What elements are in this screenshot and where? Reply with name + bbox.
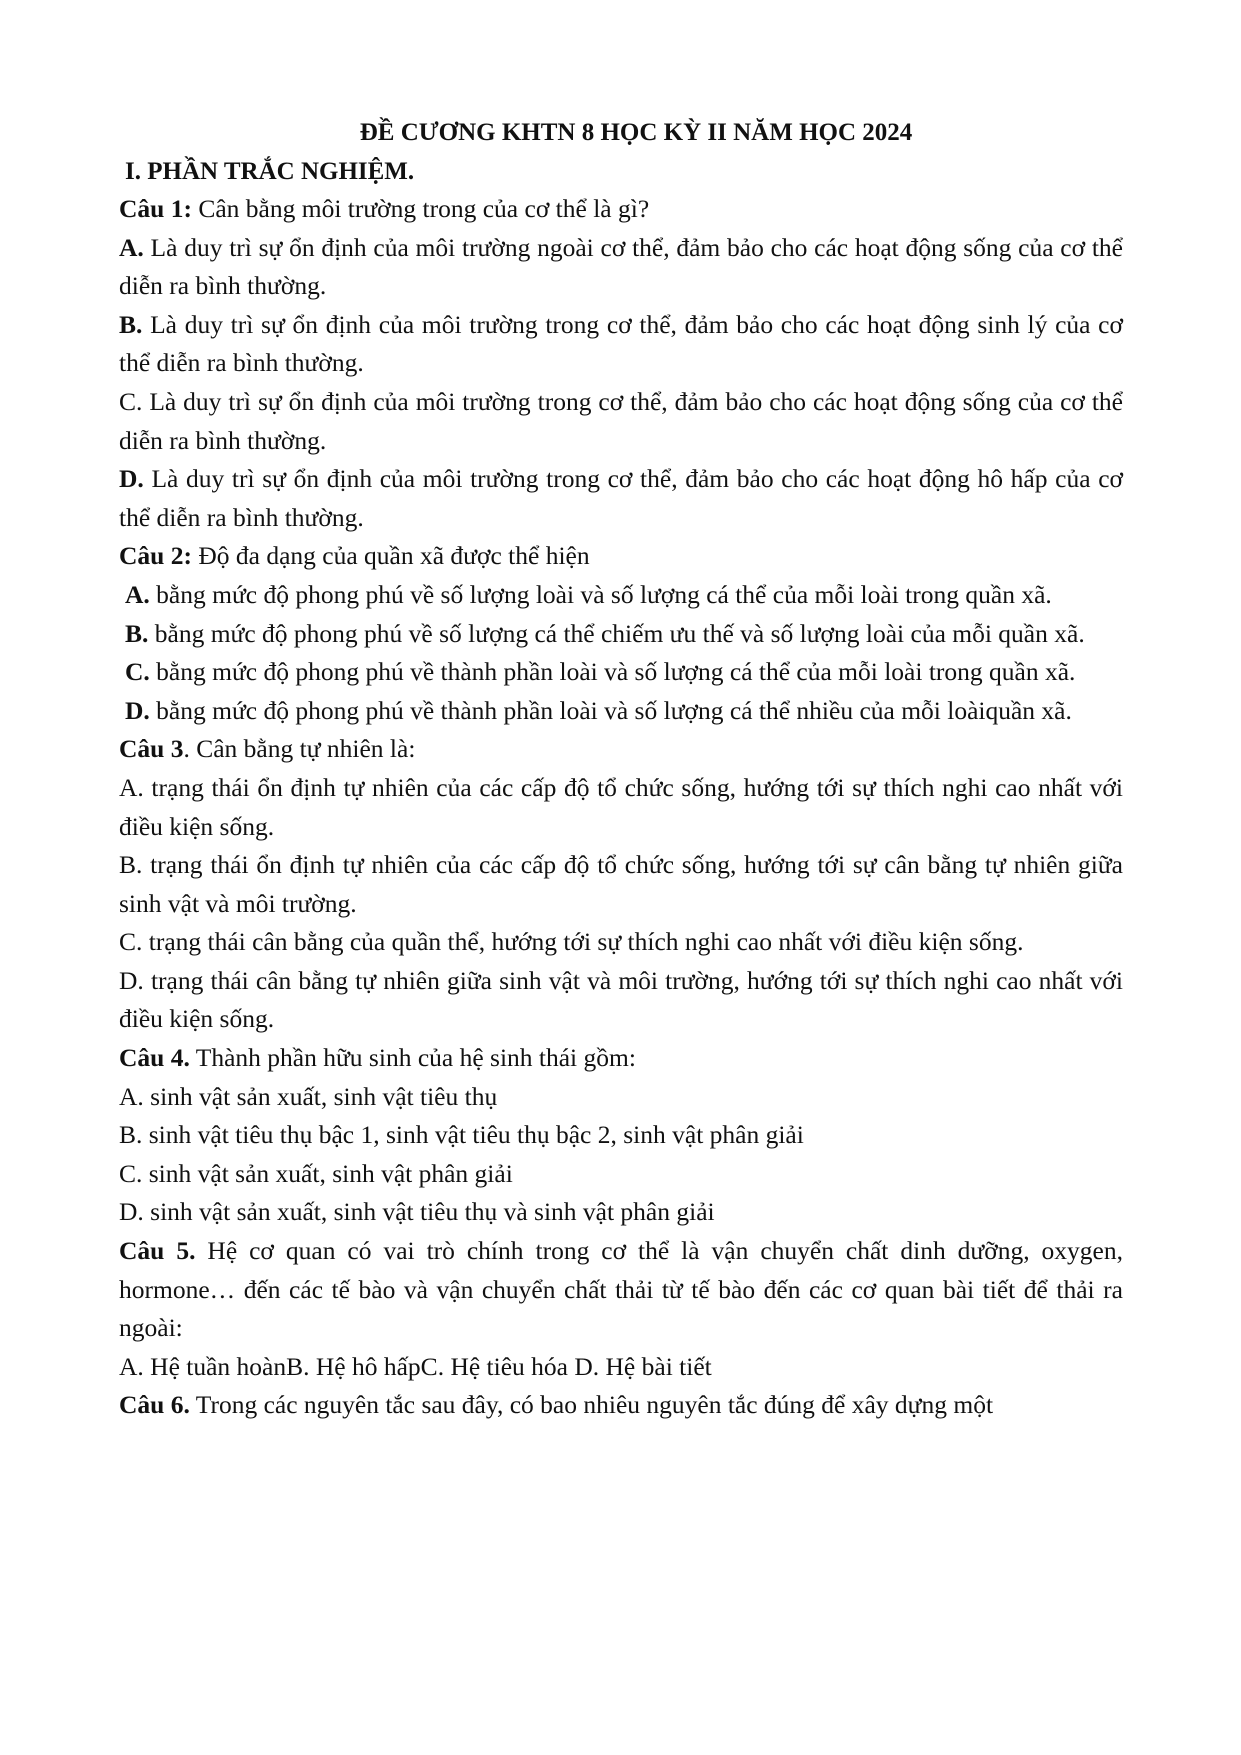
question-2-option-b — [119, 615, 1123, 654]
option-text: bằng mức độ phong phú về thành phần loài và số lượng cá thể của mỗi loài trong quần xã. — [149, 657, 1076, 687]
question-3-option-b: B. trạng thái ổn định tự nhiên của các cấp độ tổ chức sống, hướng tới sự cân bằng tự nhiên giữa sinh vật và môi trường. — [119, 850, 1123, 918]
question-5-options: A. Hệ tuần hoànB. Hệ hô hấpC. Hệ tiêu hóa D. Hệ bài tiết — [119, 1351, 712, 1381]
option-text: Là duy trì sự ổn định của môi trường trong cơ thể, đảm bảo cho các hoạt động sinh lý của cơ thể diễn ra bình thường. — [119, 309, 1123, 378]
question-3-option-a: A. trạng thái ổn định tự nhiên của các cấp độ tổ chức sống, hướng tới sự thích nghi cao nhất với điều kiện sống. — [119, 772, 1123, 841]
question-2-option-c — [119, 653, 1123, 692]
question-5-label: Câu 5. — [119, 1236, 196, 1266]
question-3-option-c: C. trạng thái cân bằng của quần thể, hướng tới sự thích nghi cao nhất với điều kiện sống. — [119, 927, 1024, 957]
document-title: ĐỀ CƯƠNG KHTN 8 HỌC KỲ II NĂM HỌC 2024 — [359, 119, 913, 146]
option-label: D. — [119, 464, 144, 494]
option-text: Là duy trì sự ổn định của môi trường ngoài cơ thể, đảm bảo cho các hoạt động sống của cơ thể diễn ra bình thường. — [119, 232, 1123, 301]
question-2-label: Câu 2: — [119, 541, 192, 571]
question-4-option-d: D. sinh vật sản xuất, sinh vật tiêu thụ và sinh vật phân giải — [119, 1197, 715, 1227]
question-2 — [119, 537, 1123, 576]
option-label: C. — [125, 657, 150, 687]
option-text: bằng mức độ phong phú về số lượng loài và số lượng cá thể của mỗi loài trong quần xã. — [149, 579, 1052, 609]
section-heading: I. PHẦN TRẮC NGHIỆM. — [125, 158, 415, 185]
question-4-option-b: B. sinh vật tiêu thụ bậc 1, sinh vật tiêu thụ bậc 2, sinh vật phân giải — [119, 1120, 804, 1150]
question-5-text: Hệ cơ quan có vai trò chính trong cơ thể là vận chuyển chất dinh dưỡng, oxygen, hormone… đến các tế bào và vận chuyển chất thải từ tế bào đến các cơ quan bài tiết để thải ra ngoài: — [119, 1236, 1124, 1343]
question-4 — [119, 1039, 1123, 1078]
question-3-label: Câu 3 — [119, 734, 184, 764]
question-4-label: Câu 4. — [119, 1043, 190, 1073]
question-3 — [119, 730, 1123, 769]
question-1-text: Cân bằng môi trường trong của cơ thể là gì? — [191, 194, 650, 223]
question-6-label: Câu 6. — [119, 1390, 190, 1420]
question-2-text: Độ đa dạng của quần xã được thể hiện — [191, 541, 590, 571]
question-4-option-a: A. sinh vật sản xuất, sinh vật tiêu thụ — [119, 1081, 498, 1111]
question-1-option-b — [119, 306, 1123, 383]
question-2-option-d — [119, 692, 1123, 731]
question-1-option-d — [119, 460, 1123, 537]
question-1-label: Câu 1: — [119, 194, 192, 223]
option-text: bằng mức độ phong phú về số lượng cá thể chiếm ưu thế và số lượng loài của mỗi quần xã. — [148, 618, 1085, 648]
question-6 — [119, 1386, 1123, 1425]
question-1 — [119, 190, 1123, 229]
question-4-option-c: C. sinh vật sản xuất, sinh vật phân giải — [119, 1158, 513, 1188]
question-1-option-a — [119, 229, 1123, 306]
question-3-option-d: D. trạng thái cân bằng tự nhiên giữa sinh vật và môi trường, hướng tới sự thích nghi cao nhất với điều kiện sống. — [119, 965, 1123, 1034]
option-text: Là duy trì sự ổn định của môi trường trong cơ thể, đảm bảo cho các hoạt động hô hấp của cơ thể diễn ra bình thường. — [119, 464, 1123, 532]
option-label: A. — [119, 232, 144, 262]
question-3-text: . Cân bằng tự nhiên là: — [183, 734, 416, 764]
option-label: D. — [125, 695, 150, 725]
question-1-option-c: C. Là duy trì sự ổn định của môi trường trong cơ thể, đảm bảo cho các hoạt động sống của cơ thể diễn ra bình thường. — [119, 386, 1123, 455]
option-text: bằng mức độ phong phú về thành phần loài và số lượng cá thể nhiều của mỗi loàiquần xã. — [149, 695, 1072, 725]
question-4-text: Thành phần hữu sinh của hệ sinh thái gồm: — [189, 1043, 636, 1073]
option-label: B. — [119, 309, 143, 339]
option-label: A. — [125, 579, 150, 609]
option-label: B. — [125, 618, 149, 648]
question-2-option-a — [119, 576, 1123, 615]
question-5 — [119, 1232, 1123, 1348]
question-6-text: Trong các nguyên tắc sau đây, có bao nhiêu nguyên tắc đúng để xây dựng một — [189, 1390, 994, 1420]
